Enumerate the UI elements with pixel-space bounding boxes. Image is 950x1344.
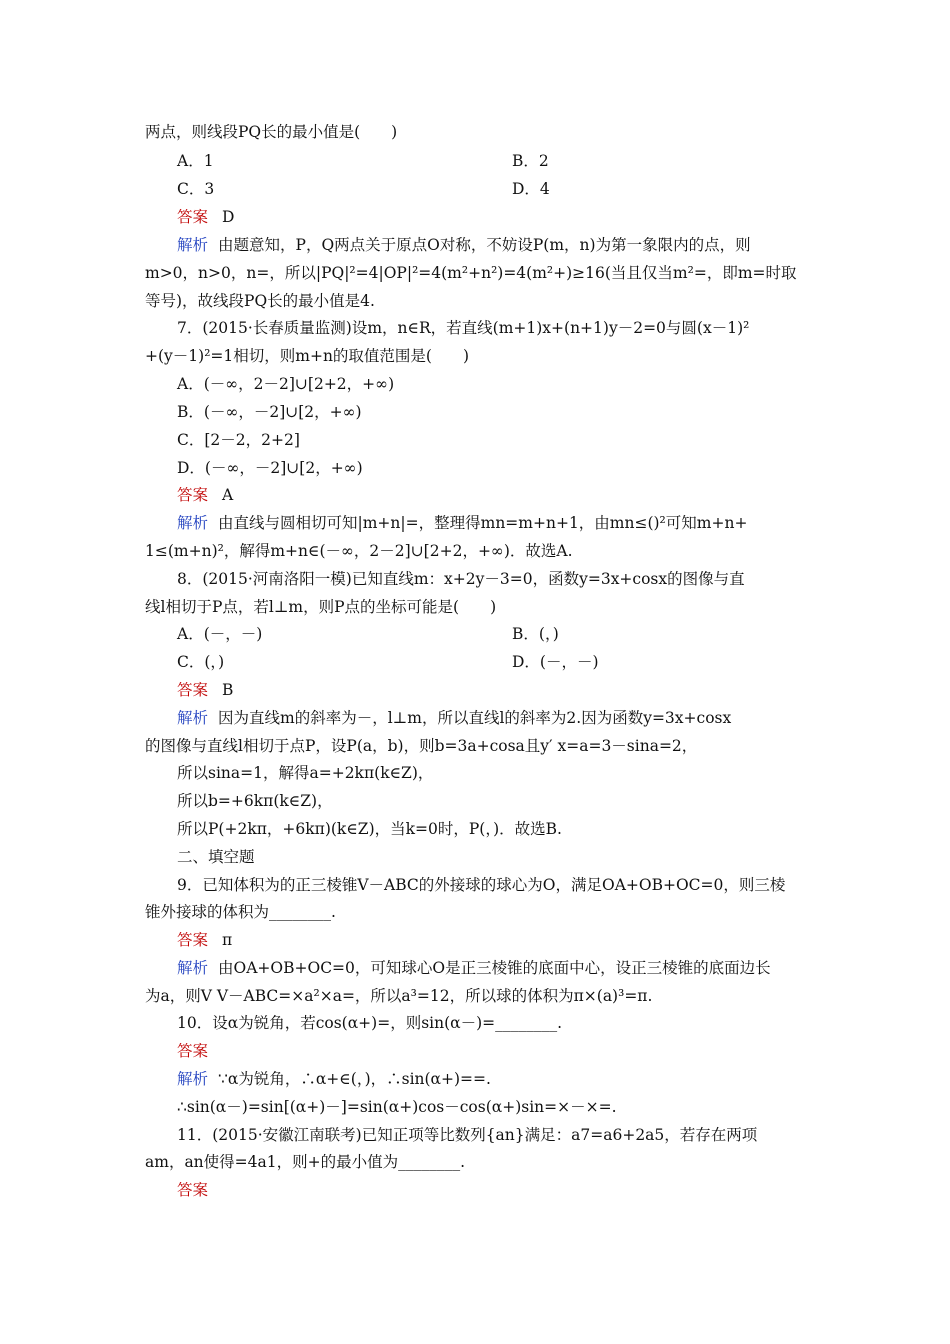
- q8-answer: [177, 680, 810, 700]
- q11-stem-cont: am，an使得=4a1，则+的最小值为________.: [145, 1153, 466, 1171]
- analysis-label: 解析: [177, 514, 209, 532]
- q6-option-a: A．1: [177, 152, 214, 170]
- analysis-text: 由题意知，P，Q两点关于原点O对称，不妨设P(m，n)为第一象限内的点，则: [218, 236, 751, 254]
- answer-value: A: [222, 486, 234, 504]
- q6-option-b: B．2: [512, 152, 549, 170]
- q8-option-c: C．(，): [177, 653, 225, 671]
- answer-label: 答案: [177, 1181, 209, 1199]
- q9-stem: 9．已知体积为的正三棱锥V－ABC的外接球的球心为O，满足OA+OB+OC=0，则三棱: [177, 876, 786, 894]
- q8-analysis-line: 所以b=+6kπ(k∈Z)，: [177, 792, 333, 810]
- q7-option-a: A．(－∞，2－2]∪[2+2，+∞): [177, 375, 395, 393]
- q8-stem-cont: 线l相切于P点，若l⊥m，则P点的坐标可能是( ): [145, 598, 497, 616]
- q7-analysis: [177, 513, 810, 533]
- q6-analysis: [177, 235, 810, 255]
- q6-analysis-line: m>0，n>0，n=，所以|PQ|²=4|OP|²=4(m²+n²)=4(m²+)≥16(当且仅当m²=，即m=时取: [145, 264, 797, 282]
- q7-option-c: C．[2－2，2+2]: [177, 431, 300, 449]
- answer-value: π: [222, 931, 233, 949]
- answer-label: 答案: [177, 208, 209, 226]
- q8-analysis-line: 的图像与直线l相切于点P，设P(a，b)，则b=3a+cosa且y′ x=a=3－sina=2，: [145, 737, 698, 755]
- q8-analysis: [177, 708, 810, 728]
- analysis-label: 解析: [177, 959, 209, 977]
- q7-analysis-line: 1≤(m+n)²，解得m+n∈(－∞，2－2]∪[2+2，+∞)．故选A.: [145, 542, 573, 560]
- q7-stem-cont: +(y－1)²=1相切，则m+n的取值范围是( ): [145, 347, 470, 365]
- analysis-label: 解析: [177, 1070, 209, 1088]
- q8-option-b: B．(，): [512, 625, 559, 643]
- q6-answer: [177, 207, 810, 227]
- q8-analysis-line: 所以P(+2kπ，+6kπ)(k∈Z)，当k=0时，P(，)．故选B.: [177, 820, 562, 838]
- q11-stem: 11．(2015·安徽江南联考)已知正项等比数列{an}满足：a7=a6+2a5，若存在两项: [177, 1126, 758, 1144]
- q9-stem-cont: 锥外接球的体积为________.: [145, 903, 336, 921]
- answer-value: B: [222, 681, 234, 699]
- answer-label: 答案: [177, 931, 209, 949]
- analysis-text: 因为直线m的斜率为－，l⊥m，所以直线l的斜率为2.因为函数y=3x+cosx: [218, 709, 732, 727]
- q8-stem: 8．(2015·河南洛阳一模)已知直线m：x+2y－3=0，函数y=3x+cosx的图像与直: [177, 570, 745, 588]
- q8-option-d: D．(－，－): [512, 653, 599, 671]
- q8-option-a: A．(－，－): [177, 625, 263, 643]
- section-heading: 二、填空题: [177, 848, 255, 866]
- q7-answer: [177, 485, 810, 505]
- q7-option-d: D．(－∞，－2]∪[2，+∞): [177, 459, 363, 477]
- analysis-text: ∵α为锐角，∴α+∈(，)，∴sin(α+)==.: [218, 1070, 491, 1088]
- q10-answer: [177, 1041, 810, 1061]
- answer-label: 答案: [177, 681, 209, 699]
- q6-analysis-line: 等号)，故线段PQ长的最小值是4.: [145, 292, 375, 310]
- answer-value: D: [222, 208, 235, 226]
- answer-label: 答案: [177, 1042, 209, 1060]
- analysis-label: 解析: [177, 236, 209, 254]
- q7-option-b: B．(－∞，－2]∪[2，+∞): [177, 403, 362, 421]
- analysis-label: 解析: [177, 709, 209, 727]
- q11-answer: [177, 1180, 810, 1200]
- q7-stem: 7．(2015·长春质量监测)设m，n∈R，若直线(m+1)x+(n+1)y－2=0与圆(x－1)²: [177, 319, 750, 337]
- q10-analysis-line: ∴sin(α－)=sin[(α+)－]=sin(α+)cos－cos(α+)sin=×－×=.: [177, 1098, 617, 1116]
- q8-analysis-line: 所以sina=1，解得a=+2kπ(k∈Z)，: [177, 764, 434, 782]
- q6-option-c: C．3: [177, 180, 215, 198]
- answer-label: 答案: [177, 486, 209, 504]
- q10-stem: 10．设α为锐角，若cos(α+)=，则sin(α－)=________.: [177, 1014, 563, 1032]
- analysis-text: 由OA+OB+OC=0，可知球心O是正三棱锥的底面中心，设正三棱锥的底面边长: [218, 959, 771, 977]
- q9-analysis-line: 为a，则V V－ABC=×a²×a=，所以a³=12，所以球的体积为π×(a)³=π.: [145, 987, 653, 1005]
- q10-analysis: [177, 1069, 810, 1089]
- q9-analysis: [177, 958, 810, 978]
- q6-line: 两点，则线段PQ长的最小值是( ): [145, 123, 398, 141]
- q6-option-d: D．4: [512, 180, 550, 198]
- q9-answer: [177, 930, 810, 950]
- analysis-text: 由直线与圆相切可知|m+n|=，整理得mn=m+n+1，由mn≤()²可知m+n+: [218, 514, 748, 532]
